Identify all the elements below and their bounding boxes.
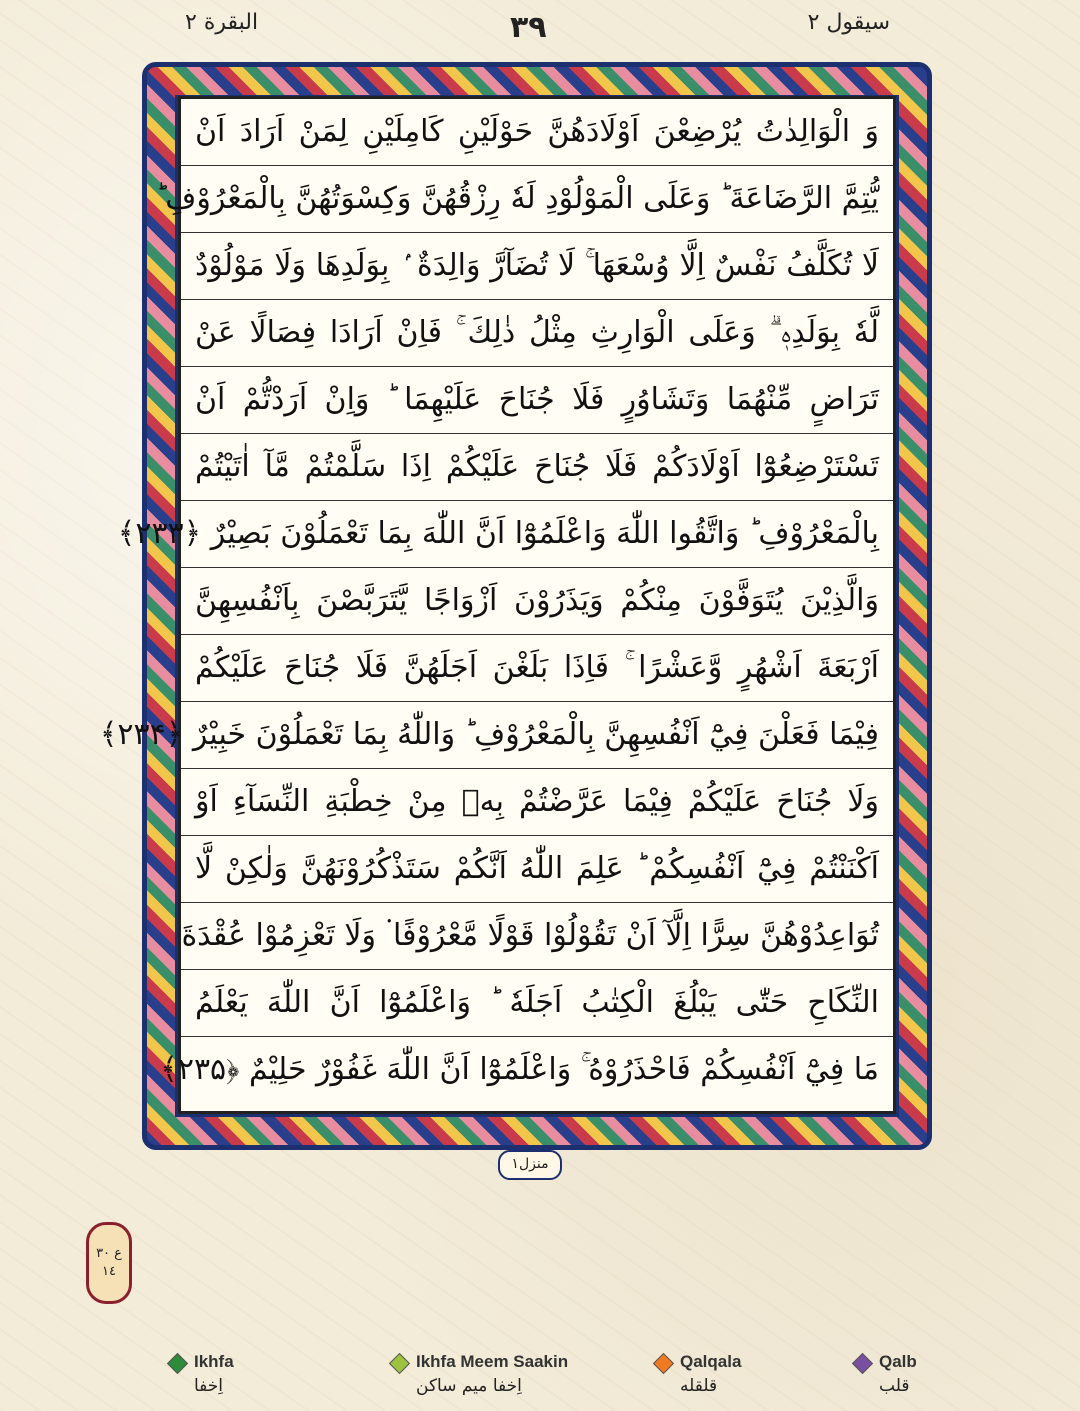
- ruku-marker: [86, 1222, 132, 1304]
- diamond-icon: [167, 1353, 188, 1374]
- legend-item-ikhfa-meem-saakin: [392, 1352, 612, 1411]
- verse-line: اَرْبَعَةَ اَشْهُرٍ وَّعَشْرًا ۚ فَاِذَا بَلَغْنَ اَجَلَهُنَّ فَلَا جُنَاحَ عَلَيْكُمْ: [181, 635, 893, 702]
- verse-line: وَلَا جُنَاحَ عَلَيْكُمْ فِيْمَا عَرَّضْتُمْ بِهٖ مِنْ خِطْبَةِ النِّسَآءِ اَوْ: [181, 769, 893, 836]
- page-header: [0, 0, 1080, 60]
- manzil-marker: منزل١: [498, 1150, 562, 1180]
- legend-label-ur: قلقله: [680, 1376, 718, 1396]
- legend-label-ur: اِخفا میم ساکن: [416, 1376, 522, 1396]
- verse-line: لَّهٗ بِوَلَدِهٖ ۗ وَعَلَى الْوَارِثِ مِثْلُ ذٰلِكَ ۚ فَاِنْ اَرَادَا فِصَالًا عَنْ: [181, 300, 893, 367]
- verse-line: لَا تُكَلَّفُ نَفْسٌ اِلَّا وُسْعَهَا ۚ لَا تُضَآرَّ وَالِدَةٌ ۢ بِوَلَدِهَا وَلَا مَوْلُوْدٌ: [181, 233, 893, 300]
- verse-line: فِيْمَا فَعَلْنَ فِيْٓ اَنْفُسِهِنَّ بِالْمَعْرُوْفِ ؕ وَاللّٰهُ بِمَا تَعْمَلُوْنَ خَبِيْرٌ ﴿۲۳۴﴾: [181, 702, 893, 769]
- legend-label-en: Ikhfa: [194, 1352, 234, 1371]
- legend-label-en: Qalb: [879, 1352, 917, 1371]
- diamond-icon: [852, 1353, 873, 1374]
- verse-line: بِالْمَعْرُوْفِ ؕ وَاتَّقُوا اللّٰهَ وَاعْلَمُوْٓا اَنَّ اللّٰهَ بِمَا تَعْمَلُوْنَ بَصِيْرٌ ﴿۲۳۳﴾: [181, 501, 893, 568]
- verse-line: مَا فِيْٓ اَنْفُسِكُمْ فَاحْذَرُوْهُ ۚ وَاعْلَمُوْٓا اَنَّ اللّٰهَ غَفُوْرٌ حَلِيْمٌ ﴿۲۳۵﴾: [160, 1052, 879, 1087]
- verse-line: وَالَّذِيْنَ يُتَوَفَّوْنَ مِنْكُمْ وَيَذَرُوْنَ اَزْوَاجًا يَّتَرَبَّصْنَ بِاَنْفُسِهِنَّ: [181, 568, 893, 635]
- legend-item-qalb: [855, 1352, 1075, 1411]
- legend-item-qalqala: [656, 1352, 876, 1411]
- verse-line: وَ الْوَالِدٰتُ يُرْضِعْنَ اَوْلَادَهُنَّ حَوْلَيْنِ كَامِلَيْنِ لِمَنْ اَرَادَ اَنْ: [181, 99, 893, 166]
- verse-line: يُّتِمَّ الرَّضَاعَةَ ؕ وَعَلَى الْمَوْلُوْدِ لَهٗ رِزْقُهُنَّ وَكِسْوَتُهُنَّ بِالْمَعْرُوْفِ ؕ: [181, 166, 893, 233]
- legend-item-ikhfa: [170, 1352, 390, 1411]
- surah-name: البقرة ٢: [185, 10, 259, 35]
- legend-label-ur: قلب: [879, 1376, 910, 1396]
- verse-line: النِّكَاحِ حَتّٰى يَبْلُغَ الْكِتٰبُ اَجَلَهٗ ؕ وَاعْلَمُوْٓا اَنَّ اللّٰهَ يَعْلَمُ: [181, 970, 893, 1037]
- page-number: ٣٩: [510, 10, 547, 45]
- tajweed-legend: [0, 1352, 1080, 1411]
- quran-text-panel: [99, 96, 896, 1114]
- legend-label-en: Qalqala: [680, 1352, 742, 1371]
- verse-line: تَرَاضٍ مِّنْهُمَا وَتَشَاوُرٍ فَلَا جُنَاحَ عَلَيْهِمَا ؕ وَاِنْ اَرَدْتُّمْ اَنْ: [181, 367, 893, 434]
- ruku-label: ع ٣٠ ١٤: [96, 1246, 122, 1279]
- legend-label-ur: اِخفا: [194, 1376, 224, 1396]
- verse-line: اَكْنَنْتُمْ فِيْٓ اَنْفُسِكُمْ ؕ عَلِمَ اللّٰهُ اَنَّكُمْ سَتَذْكُرُوْنَهُنَّ وَلٰكِنْ لَّا: [181, 836, 893, 903]
- juz-name: سيقول ٢: [807, 10, 890, 35]
- verse-line: تُوَاعِدُوْهُنَّ سِرًّا اِلَّآ اَنْ تَقُوْلُوْا قَوْلًا مَّعْرُوْفًا ۬ وَلَا تَعْزِمُوْا عُقْدَةَ: [181, 903, 893, 970]
- legend-label-en: Ikhfa Meem Saakin: [416, 1352, 569, 1371]
- diamond-icon: [653, 1353, 674, 1374]
- verse-line: تَسْتَرْضِعُوْٓا اَوْلَادَكُمْ فَلَا جُنَاحَ عَلَيْكُمْ اِذَا سَلَّمْتُمْ مَّآ اٰتَيْتُمْ: [181, 434, 893, 501]
- diamond-icon: [389, 1353, 410, 1374]
